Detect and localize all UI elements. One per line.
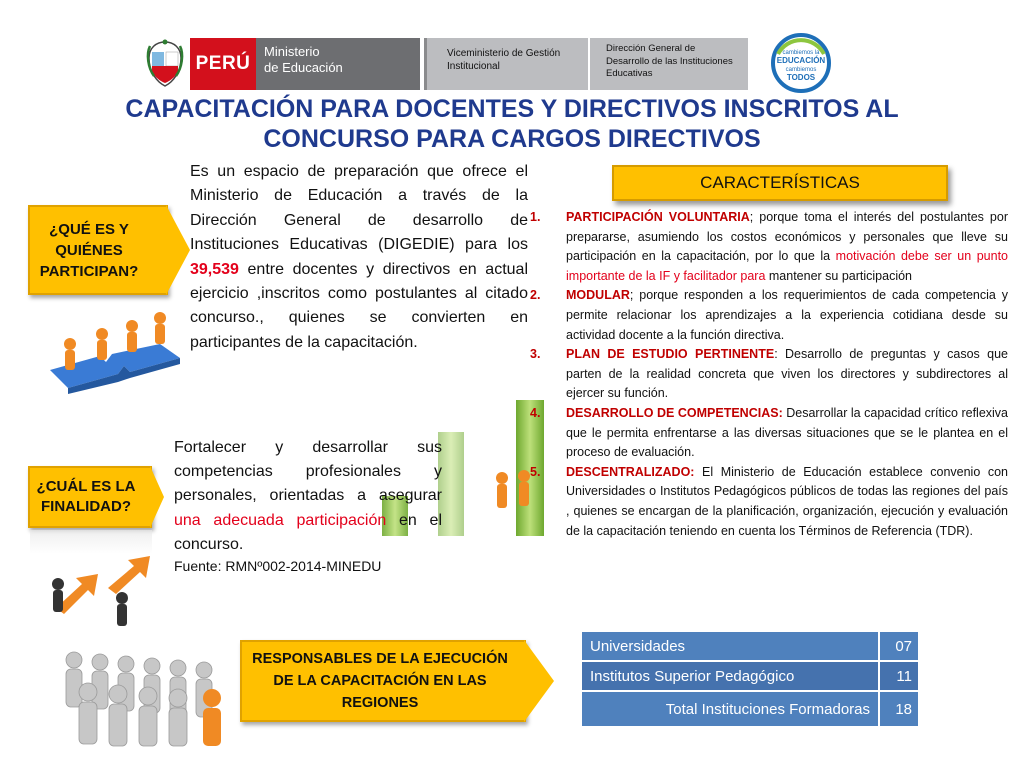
source-note: Fuente: RMNº002-2014-MINEDU [174, 558, 382, 574]
characteristic-item [526, 286, 1008, 345]
institution-name: Institutos Superior Pedagógico [581, 661, 879, 691]
characteristics-list [526, 208, 1008, 541]
viceministry-label: Viceministerio de Gestión Institucional [424, 38, 588, 90]
institution-total-count: 18 [879, 691, 919, 727]
characteristic-item [526, 463, 1008, 541]
logo-line-2: EDUCACIÓN [776, 56, 826, 65]
responsibles-arrow [524, 640, 554, 722]
characteristic-number: 3. [530, 347, 541, 362]
characteristic-text: ; porque toma el interés del postulantes por prepararse, asumiendo los costos económicos y personales que lleve su participación en la capacitación, por lo que la [566, 210, 1008, 264]
purpose-paragraph [174, 436, 442, 557]
institution-total-label: Total Instituciones Formadoras [581, 691, 879, 727]
responsibles-label: RESPONSABLES DE LA EJECUCIÓN DE LA CAPACITACIÓN EN LAS REGIONES [252, 651, 508, 711]
institution-count: 11 [879, 661, 919, 691]
characteristic-text: ; porque responden a los requerimientos de cada competencia y permite relacionar los aprendizajes a la experiencia cotidiana desde su actividad docente a la función directiva. [566, 288, 1008, 342]
purpose-text-before: Fortalecer y desarrollar sus competencias profesionales y personales, orientadas a asegurar [174, 439, 442, 505]
institution-count: 07 [879, 631, 919, 661]
characteristic-item [526, 404, 1008, 463]
page-title [0, 94, 1024, 154]
logo-line-1: cambiemos la [782, 50, 820, 56]
arrow-people-illustration [36, 548, 166, 634]
characteristic-text: Desarrollar la capacidad crítico reflexiva que le permita enfrentarse a las diversas situaciones que se le plantea en el proceso de evaluación. [566, 405, 1008, 460]
characteristic-item [526, 345, 1008, 404]
title-line-1: CAPACITACIÓN PARA DOCENTES Y DIRECTIVOS INSCRITOS AL [125, 95, 899, 123]
logo-line-4: TODOS [786, 73, 816, 82]
ministry-label [256, 38, 420, 90]
characteristic-text: El Ministerio de Educación establece convenio con Universidades o Institutos Pedagógicos públicos de todas las regiones del país , quienes se encargan de la planificación, organización, ejecución y evaluación de la capacitación teniendo en cuenta los Términos de Referencia (TDR). [566, 464, 1008, 538]
intro-text-after: entre docentes y directivos en actual ejercicio ,inscritos como postulantes al citado concurso., quienes se convierten en participantes de la capacitación. [190, 260, 528, 351]
characteristic-highlight: motivación debe ser un punto importante de la IF y facilitador para [566, 249, 1009, 283]
characteristic-number: 5. [530, 464, 541, 479]
characteristics-heading-label: CARACTERÍSTICAS [700, 173, 860, 192]
purpose-highlight: una adecuada participación [174, 511, 387, 529]
characteristic-item [526, 208, 1008, 286]
characteristic-number: 1. [530, 210, 541, 224]
logo-line-3: cambiemos [785, 67, 817, 73]
peru-coat-of-arms-icon [144, 38, 186, 90]
institutions-table [580, 630, 920, 728]
question-purpose-arrow [150, 466, 164, 528]
direction-label: Dirección General de Desarrollo de las Instituciones Educativas [590, 38, 748, 90]
characteristic-keyword: PARTICIPACIÓN VOLUNTARIA [566, 210, 750, 224]
question-what-is-label: ¿QUÉ ES Y QUIÉNES PARTICIPAN? [39, 220, 139, 280]
title-line-2: CONCURSO PARA CARGOS DIRECTIVOS [263, 125, 761, 153]
table-row [581, 691, 919, 727]
characteristic-keyword: PLAN DE ESTUDIO PERTINENTE [566, 347, 775, 362]
characteristic-keyword: DESCENTRALIZADO: [566, 464, 695, 479]
characteristic-text: : Desarrollo de preguntas y casos que parten de la realidad concreta que viven los directores y subdirectores al ejercer su función. [566, 347, 1008, 401]
institution-name: Universidades [581, 631, 879, 661]
intro-paragraph [190, 160, 528, 355]
ministry-logo [190, 38, 420, 90]
purpose-text-after: en el concurso. [174, 511, 442, 553]
characteristic-number: 4. [530, 405, 541, 420]
question-purpose-box [28, 466, 152, 528]
question-what-is-arrow [166, 205, 190, 295]
puzzle-people-illustration [40, 300, 190, 400]
characteristic-number: 2. [530, 288, 541, 303]
cambiemos-educacion-logo [770, 32, 832, 94]
people-group-illustration [60, 640, 236, 750]
characteristic-keyword: MODULAR [566, 288, 630, 303]
characteristics-heading [612, 165, 948, 201]
intro-text-before: Es un espacio de preparación que ofrece el Ministerio de Educación a través de la Dirección General de desarrollo de Instituciones Educativas (DIGEDIE) para los [190, 163, 528, 254]
table-row [581, 661, 919, 691]
peru-label: PERÚ [190, 38, 256, 90]
table-row [581, 631, 919, 661]
characteristic-keyword: DESARROLLO DE COMPETENCIAS: [566, 405, 783, 420]
question-what-is-box [28, 205, 168, 295]
characteristic-text-end: mantener su participación [765, 268, 913, 283]
question-purpose-label: ¿CUÁL ES LA FINALIDAD? [36, 478, 136, 515]
ministry-label-text: Ministerio de Educación [264, 44, 343, 75]
responsibles-box [240, 640, 526, 722]
participant-count: 39,539 [190, 260, 239, 278]
